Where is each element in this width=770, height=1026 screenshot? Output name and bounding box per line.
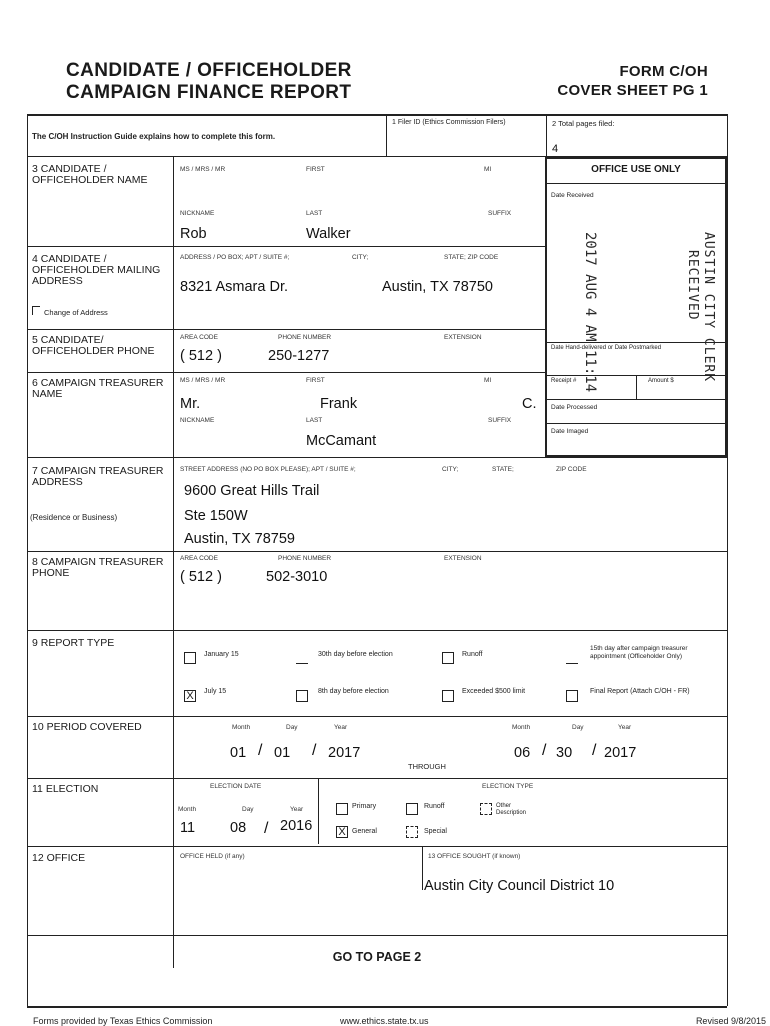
s8-ext-label: EXTENSION [444, 555, 482, 562]
date-slash: / [542, 742, 547, 759]
s7-street-label: STREET ADDRESS (NO PO BOX PLEASE); APT / SUITE #; [180, 466, 356, 473]
candidate-phone[interactable]: 250-1277 [268, 348, 330, 364]
section-11-label: 11 ELECTION [32, 783, 99, 795]
office-held-field[interactable] [180, 864, 416, 888]
candidate-nickname[interactable]: Rob [180, 226, 207, 242]
office-use-title: OFFICE USE ONLY [591, 164, 681, 175]
row-rule [27, 778, 727, 779]
election-day[interactable]: 08 [230, 820, 247, 836]
treasurer-city-state-zip[interactable]: Austin, TX 78759 [184, 531, 295, 547]
s11-type-label: ELECTION TYPE [482, 783, 534, 790]
s10-from-day-label: Day [286, 724, 298, 731]
date-processed-label: Date Processed [551, 404, 598, 411]
s3-first-label: FIRST [306, 166, 325, 173]
section-12-label: 12 OFFICE [32, 852, 86, 864]
change-of-address-label: Change of Address [44, 308, 108, 317]
s4-state-label: STATE; ZIP CODE [444, 254, 499, 261]
candidate-area-code[interactable]: ( 512 ) [180, 348, 222, 364]
candidate-address[interactable]: 8321 Asmara Dr. [180, 279, 288, 295]
s7-state-label: STATE; [492, 466, 514, 473]
s6-suffix-label: SUFFIX [488, 417, 512, 424]
section-4-label: 4 CANDIDATE / OFFICEHOLDER MAILING ADDRESS [32, 253, 161, 287]
report-exceeded-checkbox[interactable] [442, 690, 454, 702]
election-primary-checkbox[interactable] [336, 803, 348, 815]
section-6-label: 6 CAMPAIGN TREASURER NAME [32, 377, 164, 400]
treasurer-prefix[interactable]: Mr. [180, 396, 201, 412]
row-rule [27, 457, 727, 458]
s7-city-label: CITY; [442, 466, 459, 473]
report-july-15-label: July 15 [204, 688, 227, 695]
receipt-label: Receipt # [551, 378, 577, 384]
total-pages-label: 2 Total pages filed: [552, 119, 615, 128]
report-8day-checkbox[interactable] [296, 690, 308, 702]
date-slash: / [592, 742, 597, 759]
office-sought-value[interactable]: Austin City Council District 10 [424, 878, 615, 894]
report-30day-label: 30th day before election [318, 651, 393, 658]
section-5-label: 5 CANDIDATE/ OFFICEHOLDER PHONE [32, 334, 155, 357]
go-to-page-2: GO TO PAGE 2 [332, 950, 422, 964]
period-from-month[interactable]: 01 [230, 745, 247, 761]
s10-to-month-label: Month [512, 724, 531, 731]
row-rule [27, 246, 545, 247]
election-runoff-checkbox[interactable] [406, 803, 418, 815]
treasurer-suite[interactable]: Ste 150W [184, 508, 248, 524]
report-july-15-check-mark: X [186, 690, 194, 702]
election-other-label: Other Description [496, 803, 527, 816]
row-rule [546, 399, 726, 400]
row-rule [546, 342, 726, 343]
row-rule [546, 423, 726, 424]
row-rule [27, 846, 727, 847]
election-special-checkbox[interactable] [406, 826, 418, 838]
s8-phone-label: PHONE NUMBER [278, 555, 332, 562]
report-january-15-label: January 15 [204, 651, 239, 658]
amount-label: Amount $ [648, 378, 674, 384]
through-label: THROUGH [408, 762, 446, 771]
s4-city-label: CITY; [352, 254, 369, 261]
divider [318, 778, 319, 844]
s3-prefix-label: MS / MRS / MR [180, 166, 226, 173]
s7-zip-label: ZIP CODE [556, 466, 587, 473]
date-imaged-label: Date Imaged [551, 428, 589, 435]
divider [386, 114, 387, 156]
report-final-label: Final Report (Attach C/OH - FR) [590, 688, 690, 695]
section-8-label: 8 CAMPAIGN TREASURER PHONE [32, 556, 164, 579]
date-hand-delivered-label: Date Hand-delivered or Date Postmarked [551, 345, 662, 351]
s11-date-label: ELECTION DATE [210, 783, 262, 790]
treasurer-area-code[interactable]: ( 512 ) [180, 569, 222, 585]
s6-prefix-label: MS / MRS / MR [180, 377, 226, 384]
divider [636, 375, 637, 399]
change-of-address-checkbox[interactable] [32, 306, 40, 315]
received-stamp-date: 2017 AUG 4 AM 11:14 [582, 232, 598, 393]
office-held-label: OFFICE HELD (if any) [180, 853, 245, 860]
report-runoff-checkbox[interactable] [442, 652, 454, 664]
date-slash: / [258, 742, 263, 759]
treasurer-phone[interactable]: 502-3010 [266, 569, 328, 585]
candidate-city-state-zip[interactable]: Austin, TX 78750 [382, 279, 493, 295]
section-7-label: 7 CAMPAIGN TREASURER ADDRESS [32, 465, 164, 488]
treasurer-first-name[interactable]: Frank [320, 396, 358, 412]
period-from-year[interactable]: 2017 [328, 745, 361, 761]
s10-to-year-label: Year [618, 724, 632, 731]
row-rule [27, 329, 545, 330]
row-rule [27, 630, 727, 631]
frame-top-rule [27, 114, 727, 116]
footer-url[interactable]: www.ethics.state.tx.us [340, 1016, 429, 1026]
filer-id-field[interactable] [392, 132, 537, 150]
election-general-checkbox[interactable] [336, 826, 348, 838]
s8-area-label: AREA CODE [180, 555, 218, 562]
instruction-text: The C/OH Instruction Guide explains how to complete this form. [32, 132, 276, 141]
filer-id-label: 1 Filer ID (Ethics Commission Filers) [392, 119, 506, 126]
received-stamp-clerk: AUSTIN CITY CLERK [701, 232, 716, 383]
s11-year-label: Year [290, 806, 304, 813]
s6-first-label: FIRST [306, 377, 325, 384]
s5-ext-label: EXTENSION [444, 334, 482, 341]
title-line-1: CANDIDATE / OFFICEHOLDER [66, 60, 352, 81]
title-line-2: CAMPAIGN FINANCE REPORT [66, 82, 352, 103]
election-runoff-label: Runoff [424, 803, 445, 810]
election-primary-label: Primary [352, 803, 377, 810]
frame-bottom-rule [27, 1006, 727, 1008]
section-9-label: 9 REPORT TYPE [32, 637, 115, 649]
total-pages-value[interactable]: 4 [552, 143, 559, 155]
s11-month-label: Month [178, 806, 197, 813]
election-year[interactable]: 2016 [280, 818, 313, 834]
election-other-checkbox[interactable] [480, 803, 492, 815]
election-special-label: Special [424, 828, 447, 835]
row-rule [546, 183, 726, 184]
frame-left-rule [27, 114, 28, 1006]
office-sought-label: 13 OFFICE SOUGHT (if known) [428, 853, 521, 860]
s5-area-label: AREA CODE [180, 334, 218, 341]
election-general-check-mark: X [338, 826, 346, 838]
treasurer-last-name[interactable]: McCamant [306, 433, 377, 449]
divider [422, 846, 423, 890]
row-rule [27, 372, 545, 373]
election-general-label: General [352, 828, 377, 835]
treasurer-street[interactable]: 9600 Great Hills Trail [184, 483, 320, 499]
date-received-label: Date Received [551, 192, 594, 199]
s10-from-month-label: Month [232, 724, 251, 731]
period-to-month[interactable]: 06 [514, 745, 531, 761]
election-month[interactable]: 11 [180, 820, 196, 836]
section-7-sub: (Residence or Business) [30, 513, 118, 522]
report-final-checkbox[interactable] [566, 690, 578, 702]
s6-mi-label: MI [484, 377, 492, 384]
s3-suffix-label: SUFFIX [488, 210, 512, 217]
report-january-15-checkbox[interactable] [184, 652, 196, 664]
form-id-line-1: FORM C/OH [619, 63, 708, 80]
period-to-day[interactable]: 30 [556, 745, 573, 761]
s6-last-label: LAST [306, 417, 323, 424]
divider [546, 114, 547, 156]
report-15day-checkbox[interactable] [566, 652, 578, 664]
row-rule [27, 551, 727, 552]
frame-right-rule [727, 114, 728, 1006]
report-30day-checkbox[interactable] [296, 652, 308, 664]
candidate-last-name[interactable]: Walker [306, 226, 351, 242]
treasurer-mi[interactable]: C. [522, 396, 537, 412]
report-exceeded-label: Exceeded $500 limit [462, 688, 526, 695]
footer-provider: Forms provided by Texas Ethics Commission [33, 1016, 213, 1026]
s11-day-label: Day [242, 806, 254, 813]
period-from-day[interactable]: 01 [274, 745, 291, 761]
report-july-15-checkbox[interactable] [184, 690, 196, 702]
date-slash: / [264, 820, 269, 837]
s10-from-year-label: Year [334, 724, 348, 731]
s3-mi-label: MI [484, 166, 492, 173]
s4-address-label: ADDRESS / PO BOX; APT / SUITE #; [180, 254, 290, 261]
s3-last-label: LAST [306, 210, 323, 217]
received-stamp-received: RECEIVED [685, 250, 700, 321]
s5-phone-label: PHONE NUMBER [278, 334, 332, 341]
s6-nickname-label: NICKNAME [180, 417, 215, 424]
section-3-label: 3 CANDIDATE / OFFICEHOLDER NAME [32, 163, 148, 186]
row-rule [27, 716, 727, 717]
footer-revised: Revised 9/8/2015 [695, 1016, 766, 1026]
date-slash: / [312, 742, 317, 759]
report-runoff-label: Runoff [462, 651, 483, 658]
s3-nickname-label: NICKNAME [180, 210, 215, 217]
row-rule [27, 935, 727, 936]
s10-to-day-label: Day [572, 724, 584, 731]
report-15day-label: 15th day after campaign treasurer appointment (Officeholder Only) [590, 645, 688, 660]
form-id-line-2: COVER SHEET PG 1 [557, 82, 708, 99]
period-to-year[interactable]: 2017 [604, 745, 637, 761]
section-10-label: 10 PERIOD COVERED [32, 721, 142, 733]
report-8day-label: 8th day before election [318, 688, 389, 695]
